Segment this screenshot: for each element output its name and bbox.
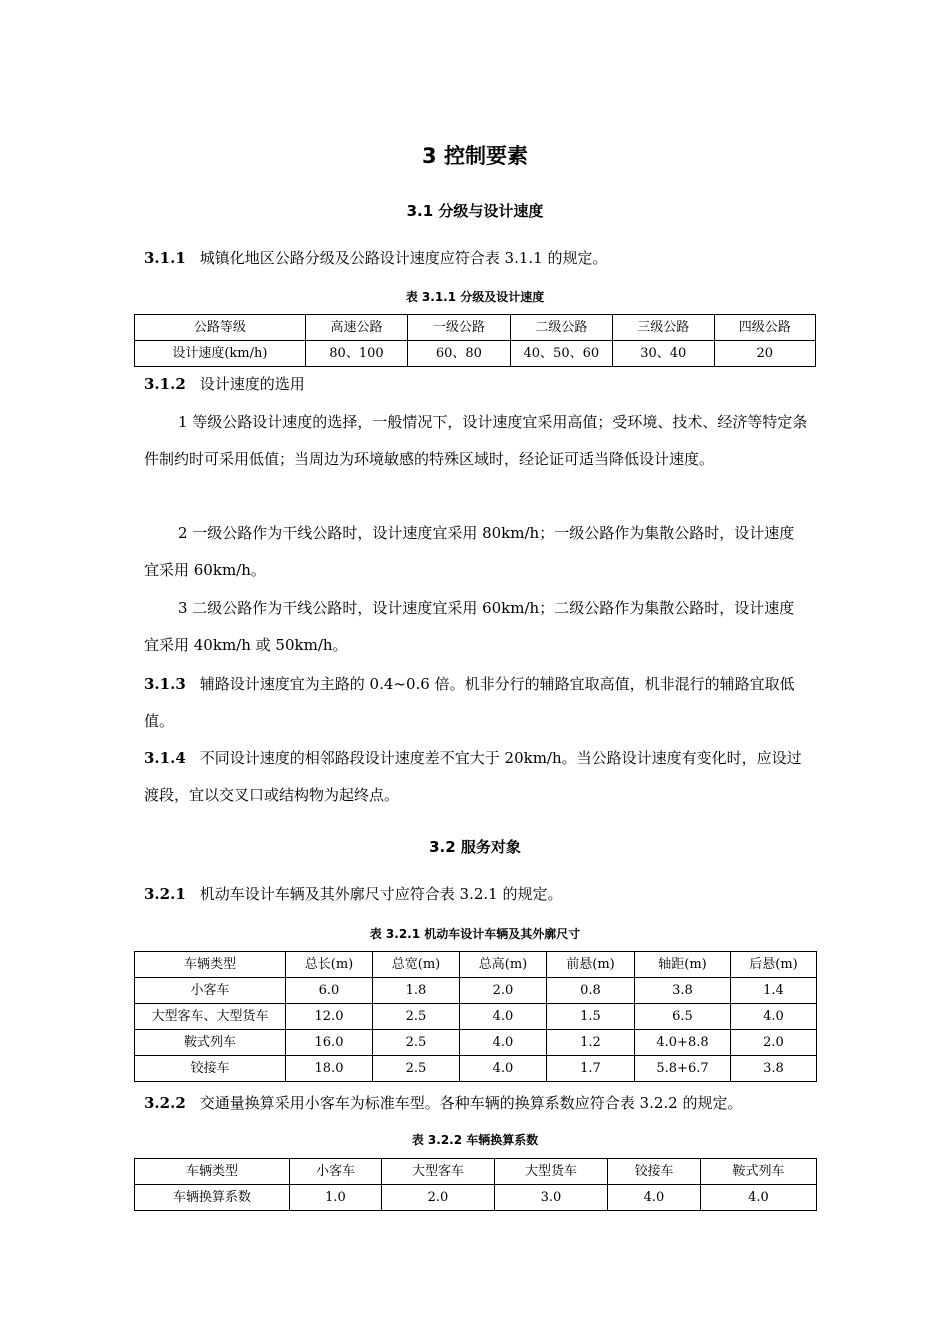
clause-item-2: 2 一级公路作为干线公路时，设计速度宜采用 80km/h；一级公路作为集散公路时，设计速度宜采用 60km/h。 [144,524,795,579]
clause-text: 机动车设计车辆及其外廓尺寸应符合表 3.2.1 的规定。 [199,885,563,903]
table-cell: 60、80 [408,341,510,367]
table-cell: 鞍式列车 [135,1030,286,1056]
clause-item-3: 3 二级公路作为干线公路时，设计速度宜采用 60km/h；二级公路作为集散公路时，设计速度宜采用 40km/h 或 50km/h。 [144,599,795,654]
table-header-cell: 鞍式列车 [701,1159,817,1185]
table-header-cell: 公路等级 [135,315,306,341]
table-cell: 18.0 [286,1056,373,1082]
clause-number: 3.1.1 [144,249,186,267]
table-3-2-2 [134,1158,817,1211]
table-3-1-1 [134,314,816,367]
chapter-title: 3 控制要素 [422,144,528,168]
clause-text: 辅路设计速度宜为主路的 0.4~0.6 倍。机非分行的辅路宜取高值，机非混行的辅路宜取低值。 [144,675,795,730]
table-cell: 大型客车、大型货车 [135,1004,286,1030]
clause-3-1-3 [144,666,808,740]
table-cell: 3.0 [495,1185,608,1211]
clause-text: 不同设计速度的相邻路段设计速度差不宜大于 20km/h。当公路设计速度有变化时，应设过渡段，宜以交叉口或结构物为起终点。 [144,749,802,804]
table-cell: 小客车 [135,978,286,1004]
clause-text: 城镇化地区公路分级及公路设计速度应符合表 3.1.1 的规定。 [199,249,608,267]
table-cell: 铰接车 [135,1056,286,1082]
table-cell: 4.0+8.8 [635,1030,731,1056]
section-title-3-1: 3.1 分级与设计速度 [406,202,544,220]
table-cell: 12.0 [286,1004,373,1030]
clause-number: 3.1.3 [144,675,186,693]
table-caption-3-2-1: 表 3.2.1 机动车设计车辆及其外廓尺寸 [369,927,581,941]
table-cell: 4.0 [701,1185,817,1211]
table-header-cell: 总高(m) [460,952,547,978]
table-caption-3-1-1: 表 3.1.1 分级及设计速度 [405,290,545,304]
table-header-cell: 总长(m) [286,952,373,978]
clause-number: 3.1.4 [144,749,186,767]
table-header-cell: 车辆类型 [135,952,286,978]
table-header-cell: 车辆类型 [135,1159,290,1185]
section-title-3-2: 3.2 服务对象 [429,838,521,856]
table-cell: 5.8+6.7 [635,1056,731,1082]
table-cell: 1.0 [290,1185,382,1211]
clause-3-1-1 [144,240,808,277]
table-header-row [135,1159,817,1185]
clause-text: 交通量换算采用小客车为标准车型。各种车辆的换算系数应符合表 3.2.2 的规定。 [199,1094,743,1112]
table-cell: 40、50、60 [510,341,612,367]
clause-number: 3.1.2 [144,375,186,393]
table-cell: 4.0 [460,1004,547,1030]
table-header-cell: 一级公路 [408,315,510,341]
table-header-cell: 总宽(m) [373,952,460,978]
table-header-row [135,952,817,978]
table-cell: 2.0 [382,1185,495,1211]
table-header-cell: 三级公路 [613,315,714,341]
table-row [135,978,817,1004]
table-cell: 2.5 [373,1004,460,1030]
table-cell: 2.0 [731,1030,817,1056]
table-header-cell: 轴距(m) [635,952,731,978]
table-cell: 4.0 [460,1030,547,1056]
table-header-cell: 前悬(m) [547,952,635,978]
table-header-cell: 铰接车 [608,1159,701,1185]
table-row [135,1056,817,1082]
table-cell: 3.8 [731,1056,817,1082]
clause-item-1: 1 等级公路设计速度的选择，一般情况下，设计速度宜采用高值；受环境、技术、经济等特定条件制约时可采用低值；当周边为环境敏感的特殊区域时，经论证可适当降低设计速度。 [144,413,808,468]
table-caption-3-2-2: 表 3.2.2 车辆换算系数 [411,1133,539,1147]
table-header-row [135,315,816,341]
table-cell: 2.5 [373,1056,460,1082]
table-header-cell: 小客车 [290,1159,382,1185]
table-row [135,341,816,367]
table-cell: 1.4 [731,978,817,1004]
table-cell: 2.0 [460,978,547,1004]
table-cell: 4.0 [731,1004,817,1030]
table-cell: 6.0 [286,978,373,1004]
table-cell: 4.0 [608,1185,701,1211]
table-cell: 80、100 [305,341,407,367]
table-cell: 2.5 [373,1030,460,1056]
table-cell: 30、40 [613,341,714,367]
clause-3-1-2 [144,366,808,403]
table-cell: 20 [714,341,816,367]
table-header-cell: 四级公路 [714,315,816,341]
table-cell: 3.8 [635,978,731,1004]
clause-number: 3.2.1 [144,885,186,903]
clause-3-2-2 [144,1085,808,1122]
table-header-cell: 后悬(m) [731,952,817,978]
clause-3-1-4 [144,740,808,814]
table-cell: 16.0 [286,1030,373,1056]
table-cell: 6.5 [635,1004,731,1030]
clause-3-2-1 [144,876,808,913]
clause-text: 设计速度的选用 [199,375,305,393]
table-header-cell: 二级公路 [510,315,612,341]
table-row [135,1185,817,1211]
table-cell: 车辆换算系数 [135,1185,290,1211]
table-header-cell: 大型货车 [495,1159,608,1185]
table-header-cell: 大型客车 [382,1159,495,1185]
table-row [135,1004,817,1030]
table-cell: 1.2 [547,1030,635,1056]
table-row [135,1030,817,1056]
table-cell: 1.7 [547,1056,635,1082]
clause-number: 3.2.2 [144,1094,186,1112]
table-cell: 0.8 [547,978,635,1004]
table-3-2-1 [134,951,817,1082]
table-cell: 1.8 [373,978,460,1004]
table-cell: 设计速度(km/h) [135,341,306,367]
table-cell: 4.0 [460,1056,547,1082]
table-header-cell: 高速公路 [305,315,407,341]
table-cell: 1.5 [547,1004,635,1030]
